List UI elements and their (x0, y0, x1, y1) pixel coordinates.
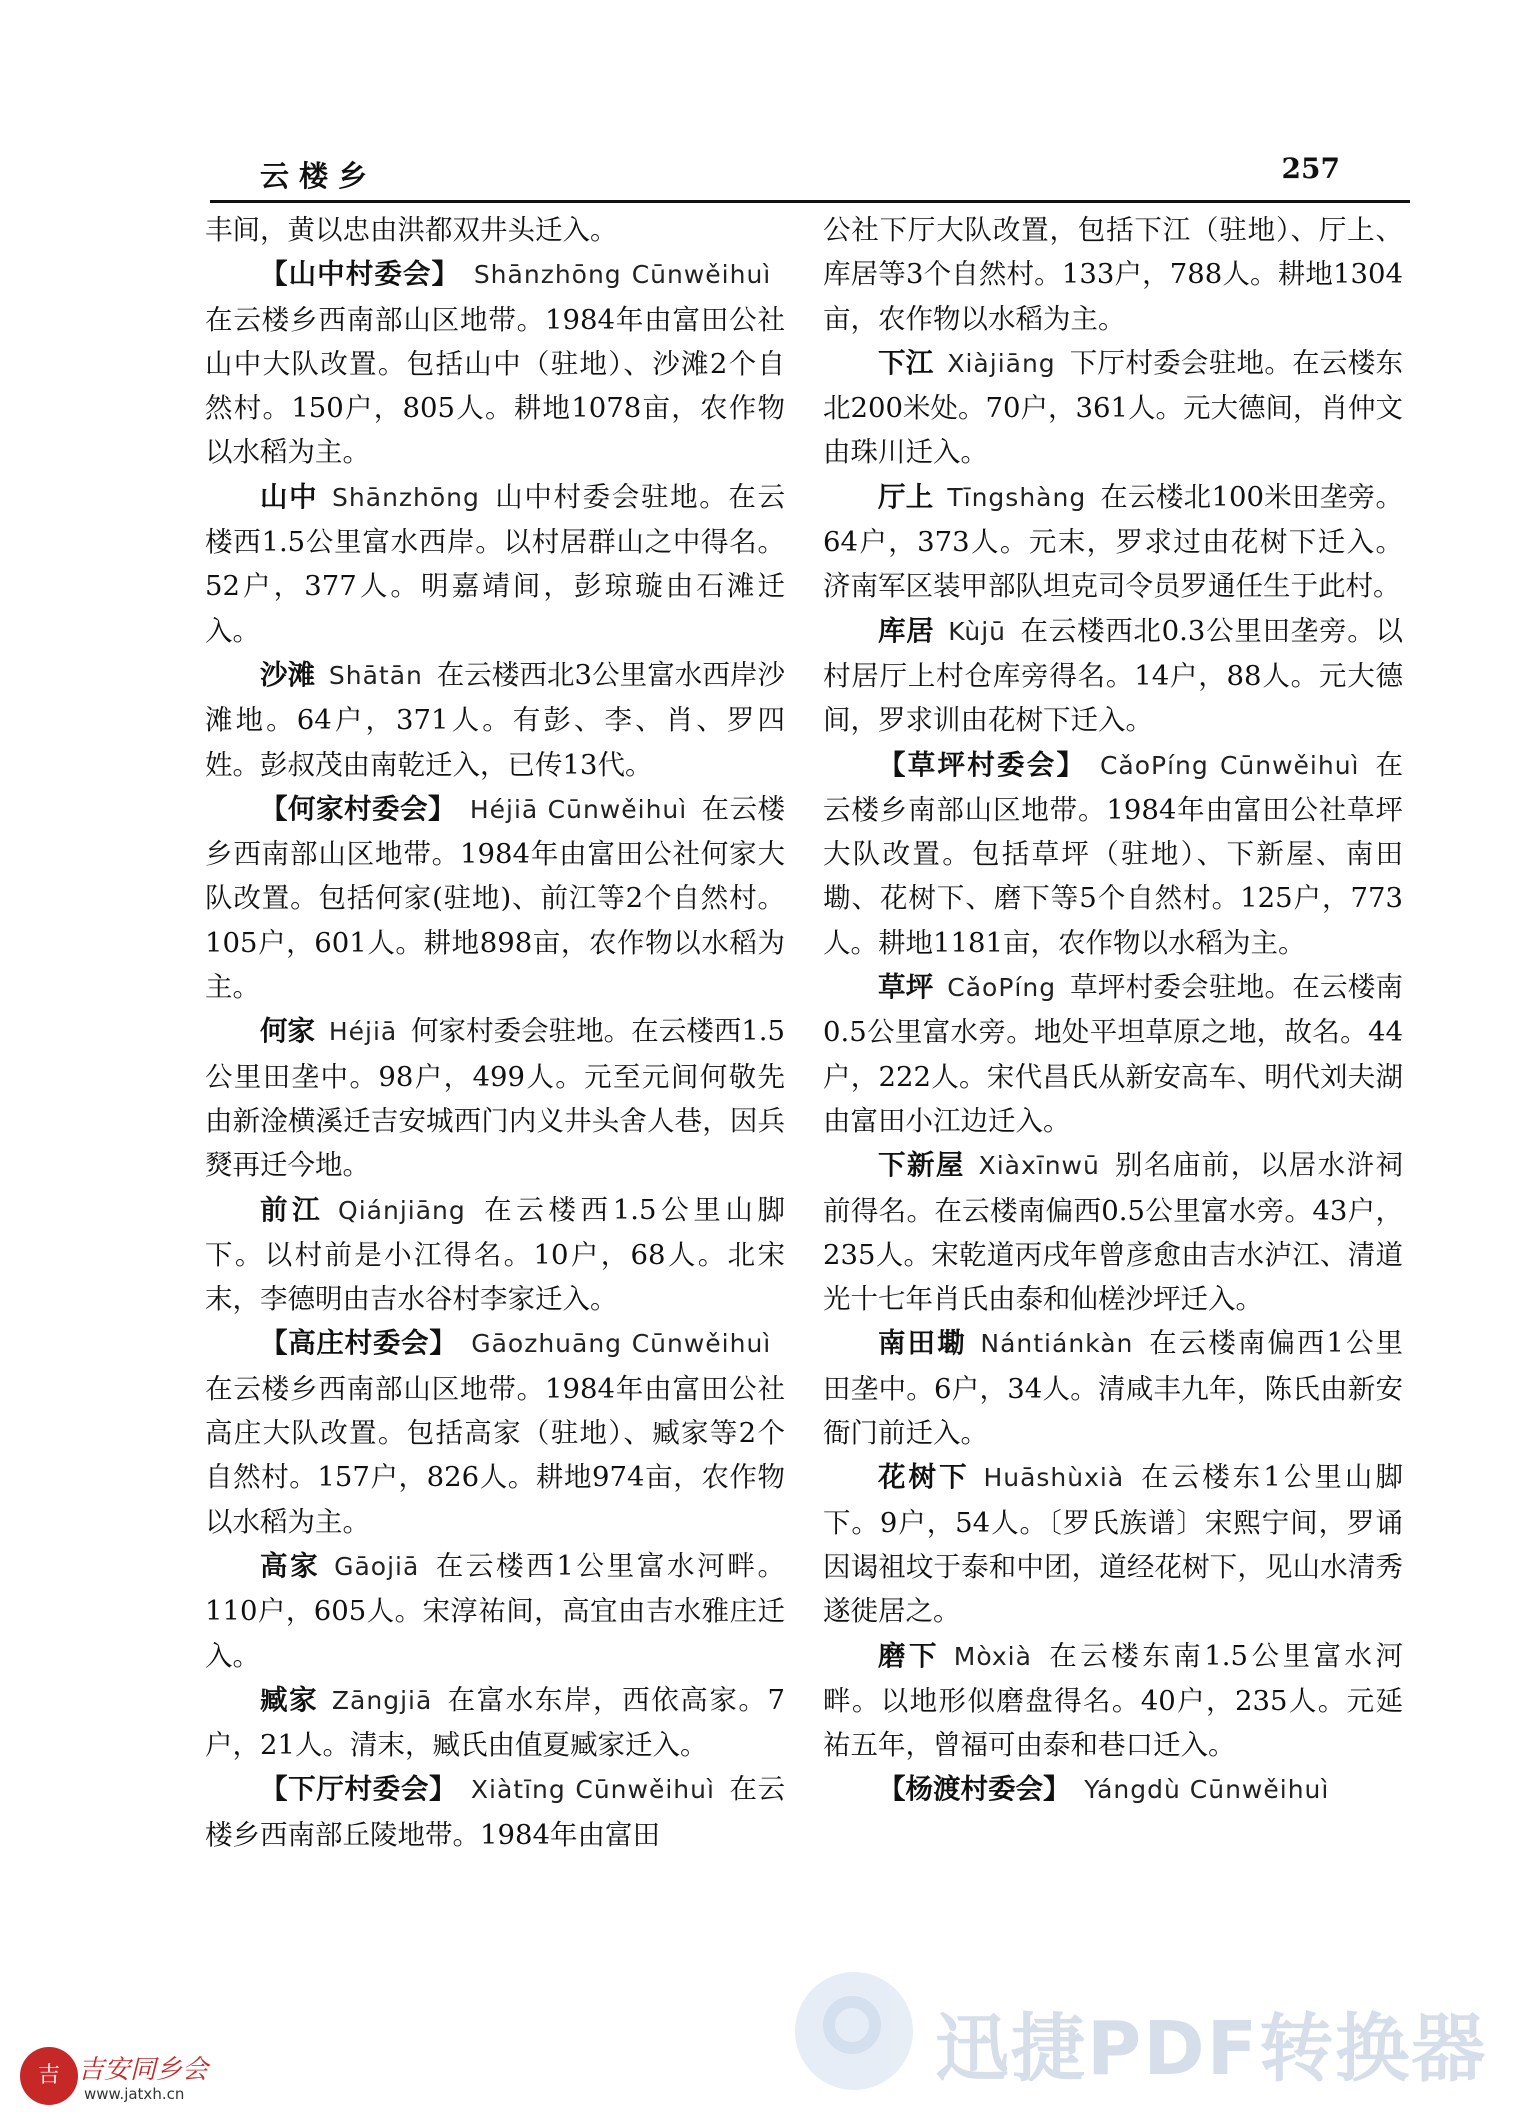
entry-headword: 【山中村委会】 (260, 258, 461, 291)
entry-text: 在富水东岸，西依高家。7户，21人。清末，臧氏由值夏臧家迁入。 (205, 1683, 786, 1762)
site-name: 吉安同乡会 (78, 2055, 209, 2085)
entry-pinyin: Yángdù Cūnwěihuì (1084, 1775, 1330, 1805)
entry-headword: 【下厅村委会】 (260, 1773, 458, 1806)
entry-headword: 花树下 (878, 1461, 970, 1494)
section-title: 云楼乡 (260, 159, 378, 193)
entry-text: 在云楼北100米田垄旁。64户，373人。元末，罗求过由花树下迁入。济南军区装甲部队坦克司令员罗通任生于此村。 (823, 480, 1403, 603)
entry-pinyin: Tīngshàng (947, 482, 1087, 512)
page-number: 257 (1281, 152, 1340, 185)
entry-paragraph (823, 1634, 1403, 1768)
entry-paragraph (823, 609, 1403, 743)
entry-text: 山中村委会驻地。在云楼西1.5公里富水西岸。以村居群山之中得名。52户，377人。明嘉靖间，彭琼璇由石滩迁入。 (205, 480, 786, 647)
entry-pinyin: Héjiā Cūnwěihuì (469, 794, 688, 824)
entry-pinyin: Shātān (328, 660, 423, 690)
entry-text: 在云楼乡西南部山区地带。1984年由富田公社山中大队改置。包括山中（驻地）、沙滩2个自然村。150户，805人。耕地1078亩，农作物以水稻为主。 (205, 303, 785, 469)
entry-paragraph (205, 1544, 785, 1678)
right-column (823, 208, 1403, 1813)
site-logo (20, 2035, 225, 2115)
entry-pinyin: Gāojiā (334, 1551, 420, 1581)
entry-headword: 臧家 (260, 1683, 319, 1716)
entry-text: 在云楼乡西南部山区地带。1984年由富田公社高庄大队改置。包括高家（驻地）、臧家等2个自然村。157户，826人。耕地974亩，农作物以水稻为主。 (205, 1372, 785, 1538)
entry-text: 何家村委会驻地。在云楼西1.5公里田垄中。98户，499人。元至元间何敬先由新淦横溪迁吉安城西门内义井头舍人巷，因兵燹再迁今地。 (205, 1015, 786, 1182)
entry-paragraph (205, 1767, 785, 1857)
entry-headword: 【草坪村委会】 (878, 748, 1087, 781)
entry-text: 在云楼西北3公里富水西岸沙滩地。64户，371人。有彭、李、肖、罗四姓。彭叔茂由南乾迁入，已传13代。 (205, 658, 786, 781)
entry-headword: 南田墈 (878, 1327, 967, 1360)
converter-logo-icon (795, 1972, 913, 2090)
entry-pinyin: Kùjū (948, 616, 1007, 646)
entry-text: 下厅村委会驻地。在云楼东北200米处。70户，361人。元大德间，肖仲文由珠川迁入。 (823, 346, 1404, 469)
entry-text: 在云楼乡西南部丘陵地带。1984年由富田 (205, 1773, 786, 1851)
entry-paragraph (823, 1455, 1403, 1633)
entry-headword: 【何家村委会】 (260, 792, 457, 825)
entry-headword: 山中 (260, 480, 319, 513)
entry-headword: 磨下 (878, 1639, 941, 1672)
entry-text: 丰间，黄以忠由洪都双井头迁入。 (205, 214, 618, 246)
entry-headword: 下新屋 (878, 1149, 965, 1182)
entry-headword: 高家 (260, 1549, 321, 1582)
entry-paragraph (823, 1143, 1403, 1321)
entry-pinyin: Héjiā (328, 1017, 398, 1047)
entry-paragraph (823, 1767, 1403, 1812)
entry-pinyin: Xiàtīng Cūnwěihuì (470, 1775, 715, 1805)
entry-text: 在云楼东南1.5公里富水河畔。以地形似磨盘得名。40户，235人。元延祐五年，曾福可由泰和巷口迁入。 (823, 1639, 1404, 1762)
entry-pinyin: Xiàjiāng (947, 348, 1056, 378)
entry-text: 公社下厅大队改置，包括下江（驻地）、厅上、库居等3个自然村。133户，788人。耕地1304亩，农作物以水稻为主。 (823, 214, 1403, 335)
entry-headword: 【高庄村委会】 (260, 1327, 458, 1360)
entry-pinyin: Huāshùxià (983, 1463, 1125, 1493)
entry-text: 草坪村委会驻地。在云楼南0.5公里富水旁。地处平坦草原之地，故名。44户，222人。宋代昌氏从新安高车、明代刘夫湖由富田小江边迁入。 (823, 971, 1404, 1137)
entry-paragraph (205, 1678, 785, 1768)
entry-text: 别名庙前，以居水浒祠前得名。在云楼南偏西0.5公里富水旁。43户，235人。宋乾道丙戌年曾彦愈由吉水泸江、清道光十七年肖氏由泰和仙槎沙坪迁入。 (823, 1149, 1404, 1316)
entry-paragraph (823, 475, 1403, 609)
entry-paragraph (205, 1321, 785, 1543)
entry-headword: 下江 (878, 346, 934, 379)
entry-text: 在云楼南偏西1公里田垄中。6户，34人。清咸丰九年，陈氏由新安衙门前迁入。 (823, 1327, 1404, 1450)
entry-pinyin: Shānzhōng Cūnwěihuì (473, 260, 772, 290)
entry-pinyin: CǎoPíng (947, 973, 1057, 1003)
entry-paragraph (205, 1009, 785, 1187)
entry-headword: 库居 (878, 614, 935, 647)
left-column (205, 208, 785, 1857)
entry-pinyin: Zāngjiā (331, 1685, 433, 1715)
entry-headword: 草坪 (878, 971, 934, 1004)
seal-icon: 吉 (20, 2047, 78, 2105)
continued-paragraph (205, 208, 785, 252)
entry-paragraph (205, 787, 785, 1009)
entry-paragraph (823, 743, 1403, 965)
entry-paragraph (823, 1321, 1403, 1455)
header-rule (210, 200, 1410, 203)
entry-paragraph (205, 653, 785, 787)
entry-text: 在云楼西1.5公里山脚下。以村前是小江得名。10户，68人。北宋末，李德明由吉水谷村李家迁入。 (205, 1193, 785, 1316)
entry-headword: 厅上 (878, 480, 934, 513)
entry-pinyin: CǎoPíng Cūnwěihuì (1099, 750, 1360, 780)
entry-headword: 前江 (260, 1193, 325, 1226)
watermark: 迅捷PDF转换器 (935, 2006, 1488, 2092)
entry-pinyin: Mòxià (953, 1641, 1032, 1671)
entry-headword: 何家 (260, 1015, 316, 1048)
entry-pinyin: Nántiánkàn (980, 1329, 1134, 1359)
entry-headword: 【杨渡村委会】 (878, 1773, 1071, 1806)
entry-paragraph (205, 475, 785, 653)
page-header (210, 150, 1340, 196)
entry-paragraph (205, 1188, 785, 1322)
entry-pinyin: Xiàxīnwū (978, 1151, 1100, 1181)
entry-paragraph (823, 341, 1403, 475)
entry-pinyin: Qiánjiāng (338, 1195, 466, 1225)
site-url: www.jatxh.cn (84, 2085, 185, 2103)
entry-pinyin: Gāozhuāng Cūnwěihuì (471, 1329, 772, 1359)
entry-headword: 沙滩 (260, 658, 316, 691)
continued-paragraph (823, 208, 1403, 341)
entry-paragraph (205, 252, 785, 474)
entry-text: 在云楼西1公里富水河畔。110户，605人。宋淳祐间，高宜由吉水雅庄迁入。 (205, 1549, 785, 1672)
entry-text: 在云楼东1公里山脚下。9户，54人。〔罗氏族谱〕宋熙宁间，罗诵因谒祖坟于泰和中团，道经花树下，见山水清秀遂徙居之。 (823, 1461, 1403, 1628)
entry-pinyin: Shānzhōng (332, 482, 480, 512)
entry-text: 在云楼乡西南部山区地带。1984年由富田公社何家大队改置。包括何家(驻地)、前江等2个自然村。105户，601人。耕地898亩，农作物以水稻为主。 (205, 792, 785, 1004)
entry-paragraph (823, 965, 1403, 1143)
entry-text: 在云楼西北0.3公里田垄旁。以村居厅上村仓库旁得名。14户，88人。元大德间，罗求训由花树下迁入。 (823, 614, 1404, 737)
entry-text: 在云楼乡南部山区地带。1984年由富田公社草坪大队改置。包括草坪（驻地）、下新屋、南田墈、花树下、磨下等5个自然村。125户，773人。耕地1181亩，农作物以水稻为主。 (823, 748, 1404, 959)
